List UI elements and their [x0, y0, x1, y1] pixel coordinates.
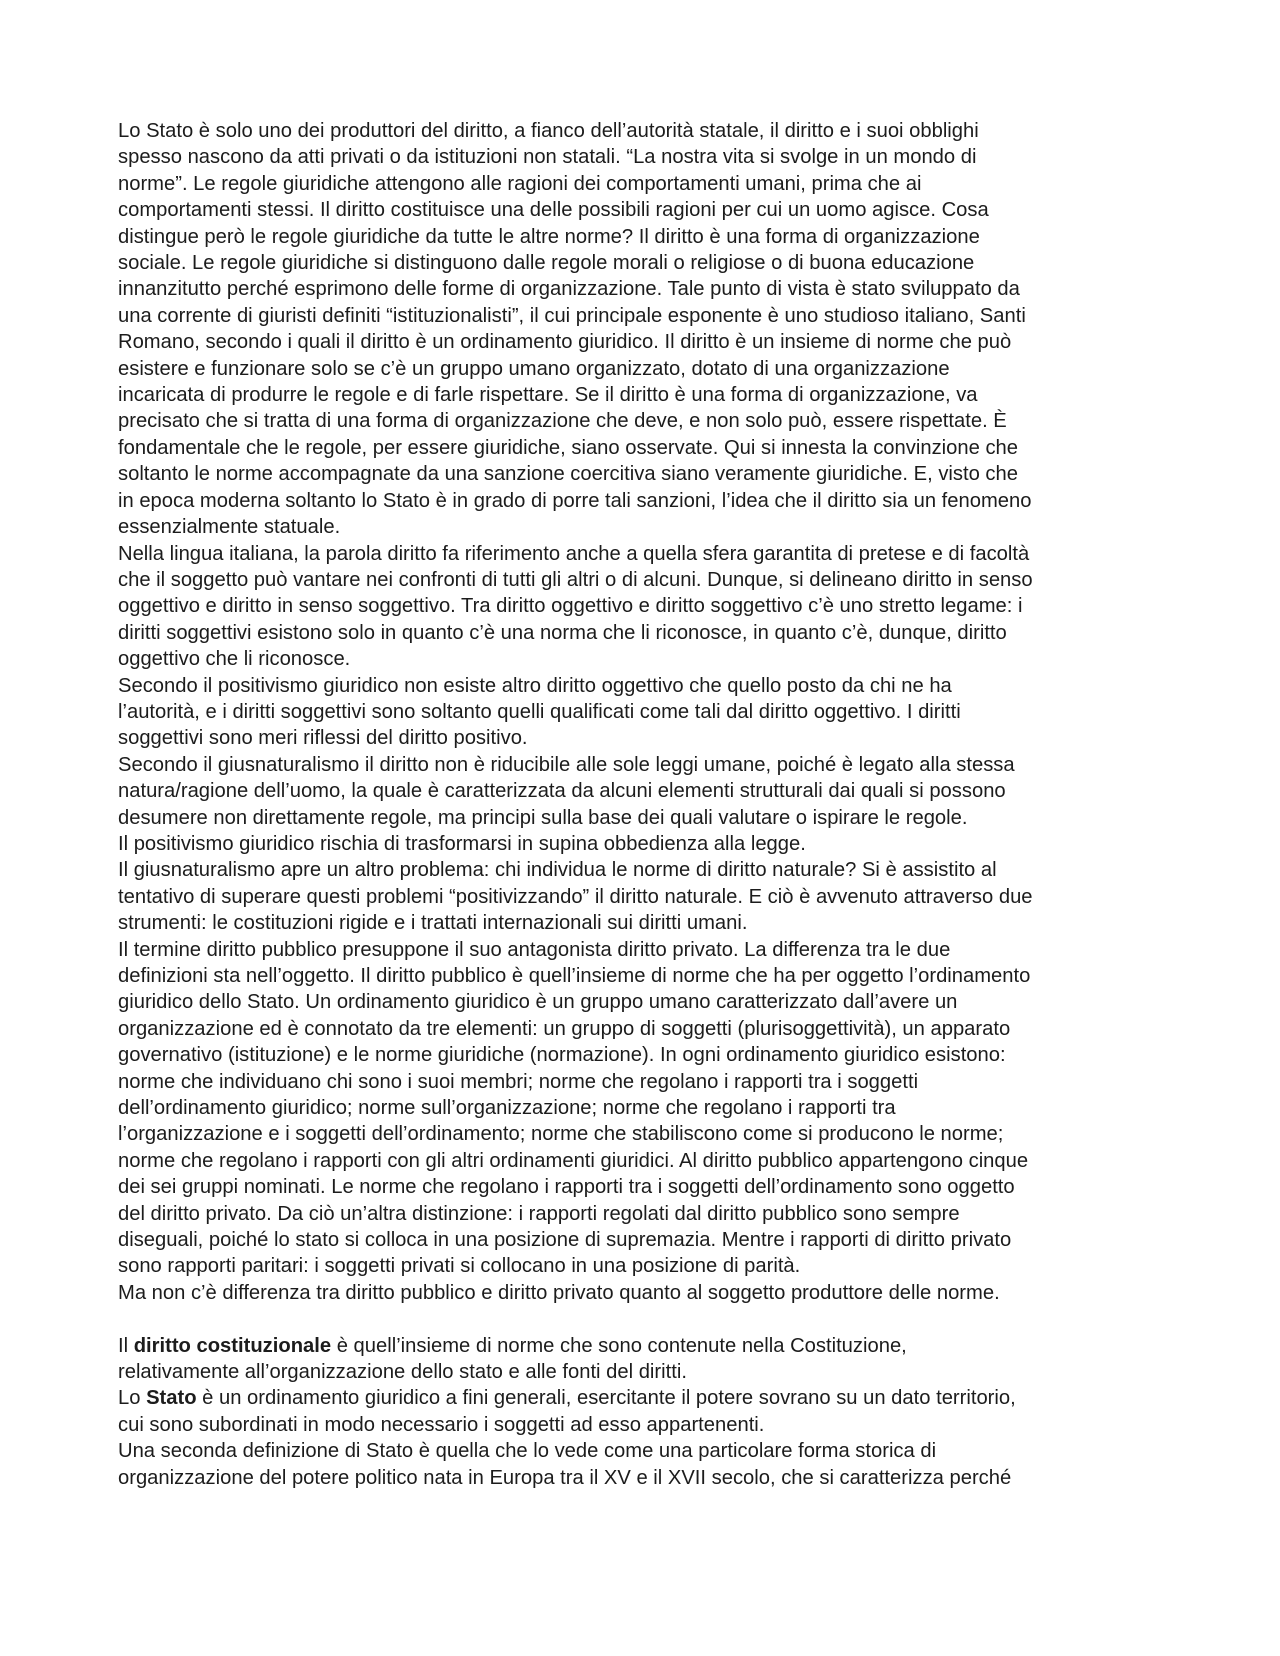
bold-term: Stato [146, 1387, 197, 1410]
paragraph-stato-definizione [118, 1385, 1168, 1438]
paragraph-positivismo: Secondo il positivismo giuridico non esiste altro diritto oggettivo che quello posto da chi ne ha l’autorità, e i diritti soggettivi sono soltanto quelli qualificati come tali dal diritto oggettivo. I diritti soggettivi sono meri riflessi del diritto positivo. [118, 674, 961, 750]
document-page [118, 118, 1168, 1491]
text-run: è un ordinamento giuridico a fini generali, esercitante il potere sovrano su un dato territorio, cui sono subordinati in modo necessario i soggetti ad esso appartenenti. [118, 1387, 1016, 1436]
paragraph-giusnaturalismo-problema: Il giusnaturalismo apre un altro problema: chi individua le norme di diritto naturale? Si è assistito al tentativo di superare questi problemi “positivizzando” il diritto naturale. E ciò è avvenuto attraverso due strumenti: le costituzioni rigide e i trattati internazionali sui diritti umani. [118, 859, 1033, 935]
text-run: è quell’insieme di norme che sono contenute nella Costituzione, relativamente all’organizzazione dello stato e alle fonti del diritti. [118, 1334, 907, 1384]
paragraph-stato-produttori: Lo Stato è solo uno dei produttori del diritto, a fianco dell’autorità statale, il diritto e i suoi obblighi spesso nascono da atti privati o da istituzioni non statali. “La nostra vita si svolge in un mondo di norme”. Le regole giuridiche attengono alle ragioni dei comportamenti umani, prima che ai comportamenti stessi. Il diritto costituisce una delle possibili ragioni per cui un uomo agisce. Cosa distingue però le regole giuridiche da tutte le altre norme? Il diritto è una forma di organizzazione sociale. Le regole giuridiche si distinguono dalle regole morali o religiose o di buona educazione innanzitutto perché esprimono delle forme di organizzazione. Tale punto di vista è stato sviluppato da una corrente di giuristi definiti “istituzionalisti”, il cui principale esponente è uno studioso italiano, Santi Romano, secondo i quali il diritto è un ordinamento giuridico. Il diritto è un insieme di norme che può esistere e funzionare solo se c’è un gruppo umano organizzato, dotato di una organizzazione incaricata di produrre le regole e di farle rispettare. Se il diritto è una forma di organizzazione, va precisato che si tratta di una forma di organizzazione che deve, e non solo può, essere rispettate. È fondamentale che le regole, per essere giuridiche, siano osservate. Qui si innesta la convinzione che soltanto le norme accompagnate da una sanzione coercitiva siano veramente giuridiche. E, visto che in epoca moderna soltanto lo Stato è in grado di porre tali sanzioni, l’idea che il diritto sia un fenomeno essenzialmente statuale. [118, 120, 1032, 539]
paragraph-diritto-soggettivo: Nella lingua italiana, la parola diritto fa riferimento anche a quella sfera garantita di pretese e di facoltà che il soggetto può vantare nei confronti di tutti gli altri o di alcuni. Dunque, si delineano diritto in senso oggettivo e diritto in senso soggettivo. Tra diritto oggettivo e diritto soggettivo c’è uno stretto legame: i diritti soggettivi esistono solo in quanto c’è una norma che li riconosce, in quanto c’è, dunque, diritto oggettivo che li riconosce. [118, 542, 1033, 671]
paragraph-seconda-definizione: Una seconda definizione di Stato è quella che lo vede come una particolare forma storica di organizzazione del potere politico nata in Europa tra il XV e il XVII secolo, che si caratterizza perché [118, 1440, 1012, 1489]
paragraph-diritto-costituzionale [118, 1333, 1168, 1386]
blank-line [118, 1306, 1168, 1332]
paragraph-giusnaturalismo: Secondo il giusnaturalismo il diritto non è riducibile alle sole leggi umane, poiché è legato alla stessa natura/ragione dell’uomo, la quale è caratterizzata da alcuni elementi strutturali dai quali si possono desumere non direttamente regole, ma principi sulla base dei quali valutare o ispirare le regole. [118, 753, 1015, 829]
text-run: Il [118, 1334, 134, 1357]
paragraph-diritto-pubblico: Il termine diritto pubblico presuppone il suo antagonista diritto privato. La differenza tra le due definizioni sta nell’oggetto. Il diritto pubblico è quell’insieme di norme che ha per oggetto l’ordinamento giuridico dello Stato. Un ordinamento giuridico è un gruppo umano caratterizzato dall’avere un organizzazione ed è connotato da tre elementi: un gruppo di soggetti (plurisoggettività), un apparato governativo (istituzione) e le norme giuridiche (normazione). In ogni ordinamento giuridico esistono: norme che individuano chi sono i suoi membri; norme che regolano i rapporti tra i soggetti dell’ordinamento giuridico; norme sull’organizzazione; norme che regolano i rapporti tra l’organizzazione e i soggetti dell’ordinamento; norme che stabiliscono come si producono le norme; norme che regolano i rapporti con gli altri ordinamenti giuridici. Al diritto pubblico appartengono cinque dei sei gruppi nominati. Le norme che regolano i rapporti tra i soggetti dell’ordinamento sono oggetto del diritto privato. Da ciò un’altra distinzione: i rapporti regolati dal diritto pubblico sono sempre diseguali, poiché lo stato si colloca in una posizione di supremazia. Mentre i rapporti di diritto privato sono rapporti paritari: i soggetti privati si collocano in una posizione di parità. [118, 938, 1031, 1278]
text-run: Lo [118, 1387, 147, 1410]
paragraph-positivismo-rischio: Il positivismo giuridico rischia di trasformarsi in supina obbedienza alla legge. [118, 832, 806, 855]
bold-term: diritto costituzionale [133, 1334, 332, 1357]
paragraph-soggetto-produttore: Ma non c’è differenza tra diritto pubblico e diritto privato quanto al soggetto produttore delle norme. [118, 1281, 1000, 1304]
